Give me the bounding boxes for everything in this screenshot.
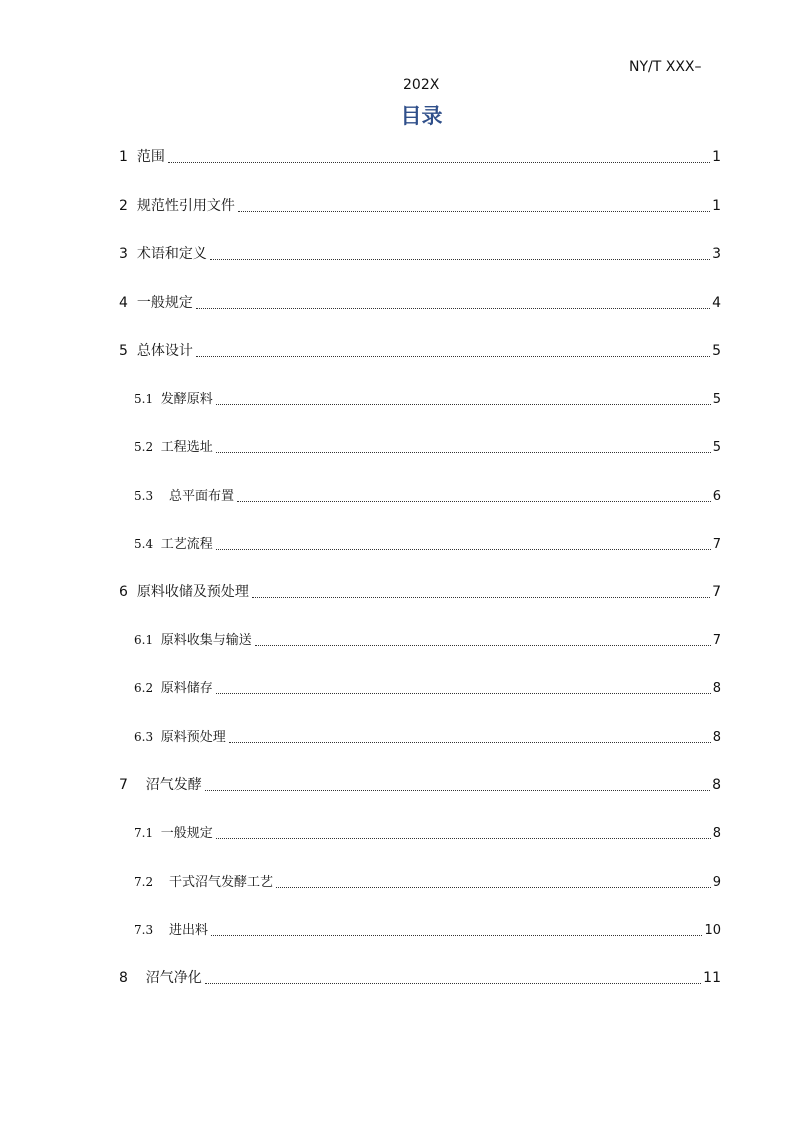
toc-entry-title: 工艺流程 (160, 537, 213, 552)
toc-entry-number: 5.4 (134, 537, 154, 551)
toc-entry-page: 8 (712, 826, 721, 841)
toc-dot-leader (216, 681, 711, 694)
toc-dot-leader (216, 392, 711, 405)
toc-entry-title: 原料预处理 (160, 730, 226, 745)
toc-entry-number: 5.1 (134, 392, 154, 406)
toc-entry[interactable] (119, 968, 721, 988)
toc-dot-leader (216, 826, 711, 839)
toc-entry-page: 7 (712, 633, 721, 648)
toc-entry[interactable] (119, 196, 721, 216)
toc-entry-page: 5 (712, 343, 721, 359)
toc-entry[interactable] (134, 823, 721, 843)
toc-entry-page: 7 (712, 537, 721, 552)
toc-entry[interactable] (119, 244, 721, 264)
toc-entry-title: 沼气发酵 (136, 777, 202, 793)
toc-entry-number: 5 (119, 343, 128, 359)
toc-entry-number: 3 (119, 246, 128, 262)
toc-dot-leader (255, 633, 711, 646)
toc-entry-title: 原料收储及预处理 (136, 584, 249, 600)
toc-dot-leader (205, 971, 701, 984)
toc-entry-title: 原料收集与输送 (160, 633, 252, 648)
toc-entry-page: 8 (712, 681, 721, 696)
toc-entry[interactable] (119, 341, 721, 361)
toc-entry-page: 11 (703, 970, 721, 986)
toc-entry-number: 8 (119, 970, 128, 986)
toc-entry-number: 7.1 (134, 826, 154, 840)
toc-entry-title: 规范性引用文件 (136, 198, 235, 214)
toc-entry[interactable] (134, 872, 721, 892)
toc-entry-number: 6.2 (134, 681, 154, 695)
toc-entry-title: 总体设计 (136, 343, 193, 359)
toc-entry-page: 1 (712, 149, 721, 165)
toc-entry-page: 5 (712, 392, 721, 407)
toc-entry-number: 7 (119, 777, 128, 793)
toc-entry[interactable] (134, 630, 721, 650)
toc-dot-leader (196, 296, 710, 309)
toc-entry-title: 干式沼气发酵工艺 (160, 875, 273, 890)
standard-year: 202X (403, 77, 440, 93)
toc-entry[interactable] (119, 582, 721, 602)
toc-entry-title: 一般规定 (136, 295, 193, 311)
toc-dot-leader (168, 150, 710, 163)
toc-entry-title: 一般规定 (160, 826, 213, 841)
toc-dot-leader (216, 537, 711, 550)
toc-title: 目录 (400, 104, 443, 128)
toc-entry[interactable] (134, 534, 721, 554)
toc-entry-number: 6 (119, 584, 128, 600)
toc-entry-page: 1 (712, 198, 721, 214)
toc-dot-leader (210, 247, 710, 260)
toc-entry-page: 8 (712, 730, 721, 745)
toc-entry[interactable] (134, 678, 721, 698)
toc-entry-title: 工程选址 (160, 440, 213, 455)
toc-dot-leader (196, 344, 710, 357)
toc-entry-number: 5.3 (134, 489, 154, 503)
toc-entry-page: 10 (704, 923, 721, 938)
toc-entry-page: 7 (712, 584, 721, 600)
toc-entry[interactable] (134, 437, 721, 457)
toc-dot-leader (205, 778, 710, 791)
toc-dot-leader (237, 489, 711, 502)
toc-entry-page: 3 (712, 246, 721, 262)
toc-entry-number: 1 (119, 149, 128, 165)
toc-entry-title: 范围 (136, 149, 165, 165)
toc-dot-leader (229, 730, 711, 743)
toc-entry-title: 总平面布置 (160, 489, 234, 504)
toc-dot-leader (276, 875, 711, 888)
toc-entry-number: 7.3 (134, 923, 154, 937)
toc-entry[interactable] (119, 775, 721, 795)
toc-entry-number: 2 (119, 198, 128, 214)
toc-entry-number: 4 (119, 295, 128, 311)
toc-dot-leader (252, 585, 710, 598)
toc-entry-number: 6.3 (134, 730, 154, 744)
toc-entry-page: 8 (712, 777, 721, 793)
toc-entry-title: 发酵原料 (160, 392, 213, 407)
toc-entry[interactable] (119, 147, 721, 167)
toc-entry-page: 4 (712, 295, 721, 311)
toc-entry-title: 沼气净化 (136, 970, 202, 986)
toc-entry-number: 5.2 (134, 440, 154, 454)
toc-entry-page: 6 (712, 489, 721, 504)
toc-entry[interactable] (134, 389, 721, 409)
toc-entry-page: 9 (712, 875, 721, 890)
toc-dot-leader (216, 440, 711, 453)
toc-entry[interactable] (119, 293, 721, 313)
toc-entry[interactable] (134, 920, 721, 940)
toc-entry-title: 术语和定义 (136, 246, 207, 262)
toc-entry-title: 进出料 (160, 923, 208, 938)
toc-entry-number: 6.1 (134, 633, 154, 647)
toc-dot-leader (211, 923, 702, 936)
toc-entry[interactable] (134, 486, 721, 506)
toc-entry-title: 原料储存 (160, 681, 213, 696)
toc-entry-number: 7.2 (134, 875, 154, 889)
toc-entry[interactable] (134, 727, 721, 747)
toc-dot-leader (238, 199, 710, 212)
standard-code: NY/T XXX– (629, 59, 702, 75)
toc-entry-page: 5 (712, 440, 721, 455)
